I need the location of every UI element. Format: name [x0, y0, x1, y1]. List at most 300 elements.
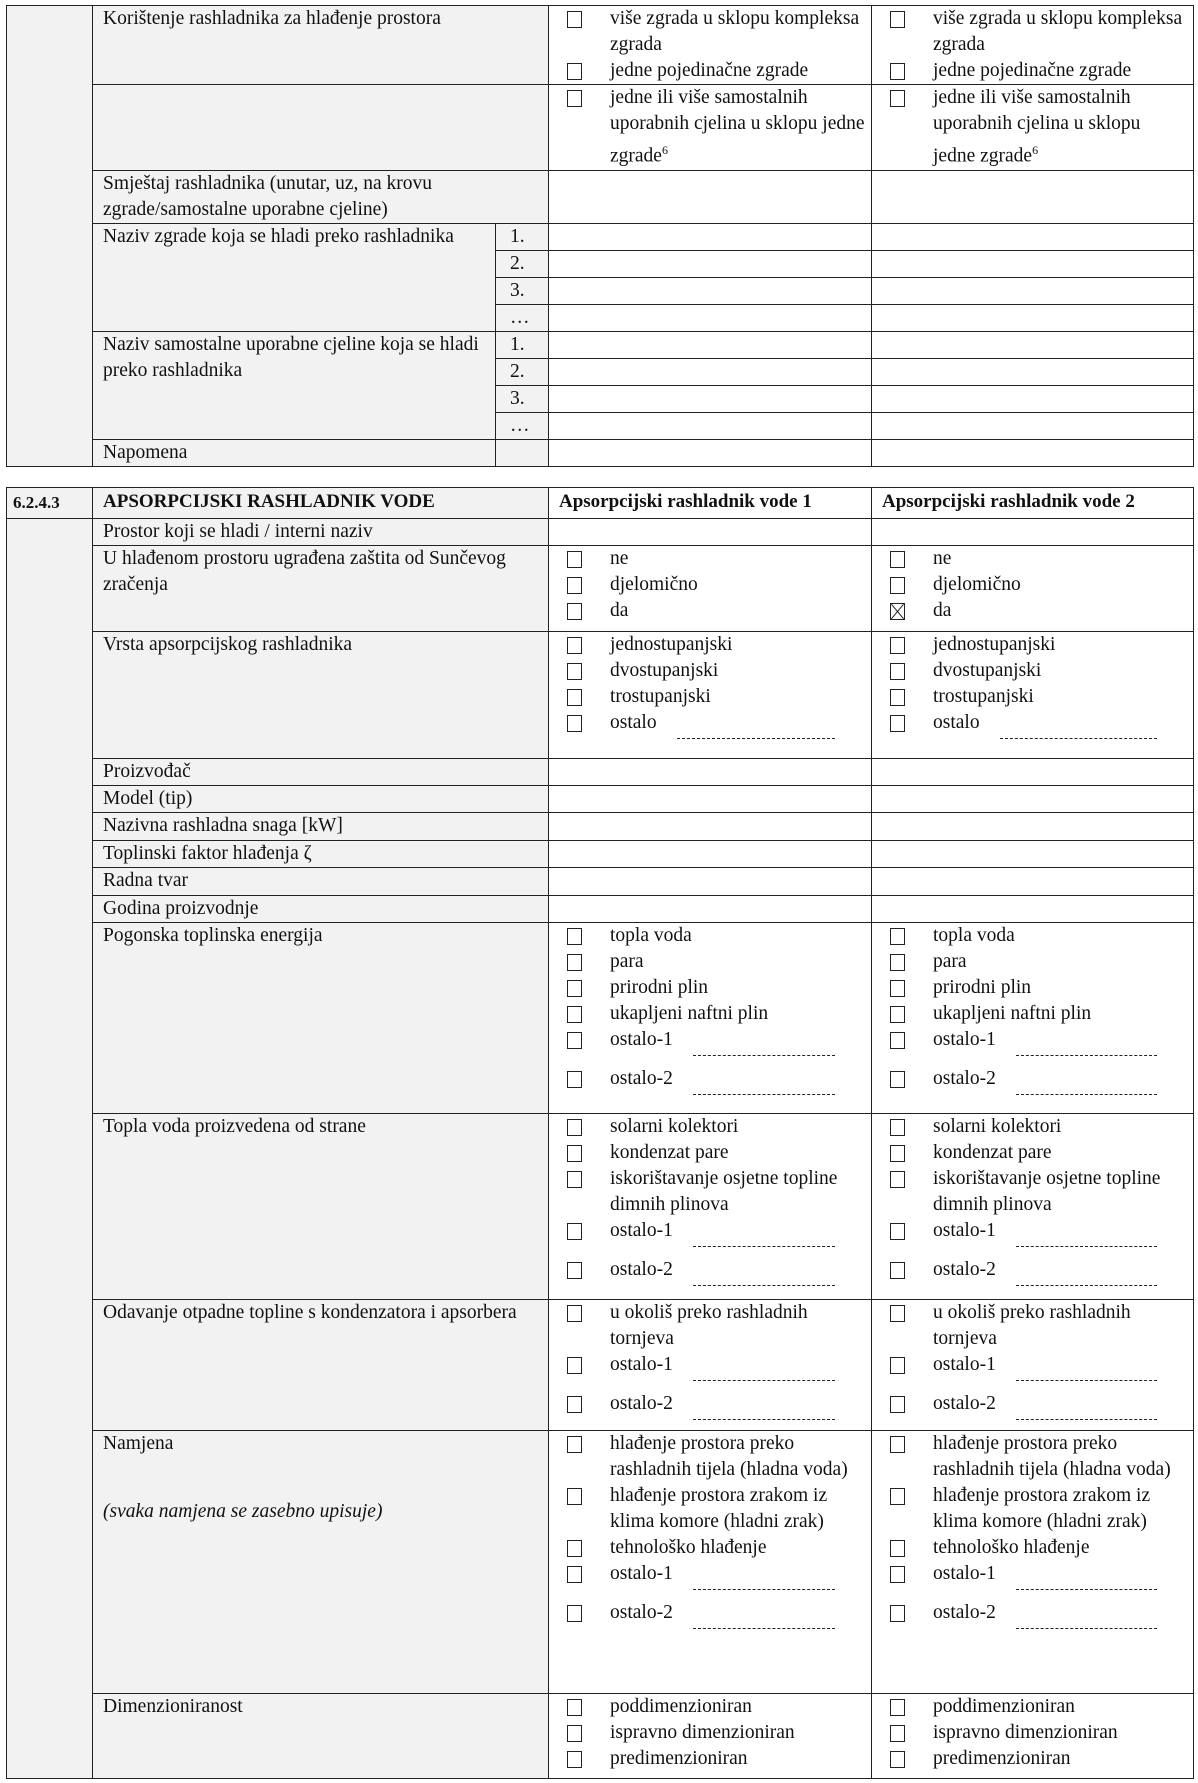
fill-in-line[interactable]: [1016, 1066, 1157, 1095]
fill-in-line[interactable]: [1016, 1257, 1157, 1286]
input-cell[interactable]: [549, 759, 872, 786]
checkbox-icon[interactable]: [890, 1540, 905, 1557]
input-cell[interactable]: [549, 170, 872, 223]
checkbox-option[interactable]: [559, 1431, 865, 1483]
row-label: Naziv samostalne uporabne cjeline koja se hladi preko rashladnika: [93, 331, 496, 439]
checkbox-icon[interactable]: [567, 1262, 582, 1279]
checkbox-option[interactable]: [559, 58, 865, 84]
input-cell[interactable]: [872, 896, 1194, 923]
input-cell[interactable]: [549, 304, 872, 331]
fill-in-line[interactable]: [1016, 1218, 1157, 1247]
checkbox-option[interactable]: [559, 1027, 865, 1056]
checkbox-icon[interactable]: [567, 637, 582, 654]
table-row: [7, 868, 1194, 896]
row-label-text: Topla voda proizvedena od strane: [103, 1116, 366, 1137]
checkbox-option[interactable]: [882, 1561, 1187, 1590]
fill-in-line[interactable]: [1016, 1391, 1157, 1420]
checkbox-option[interactable]: [882, 1027, 1187, 1056]
checkbox-icon[interactable]: [890, 1357, 905, 1374]
option-label: hlađenje prostora preko rashladnih tijela (hladna voda): [933, 1433, 1171, 1480]
option-label: dvostupanjski: [610, 660, 719, 681]
option-label: ostalo-2: [610, 1602, 673, 1623]
checkbox-icon[interactable]: [890, 1223, 905, 1240]
row-label: [93, 786, 549, 813]
option-wrap: [610, 85, 865, 170]
checkbox-option[interactable]: [559, 710, 865, 739]
option-label: više zgrada u sklopu kompleksa zgrada: [933, 8, 1183, 55]
checkbox-icon[interactable]: [567, 1171, 582, 1188]
option-label: ostalo-2: [933, 1068, 996, 1089]
checkbox-icon[interactable]: [890, 1032, 905, 1049]
checkbox-option[interactable]: [559, 1140, 865, 1166]
section-number: 6.2.4.3: [7, 488, 93, 519]
input-cell[interactable]: [872, 759, 1194, 786]
checkbox-icon[interactable]: [890, 689, 905, 706]
fill-in-line[interactable]: [693, 1257, 835, 1286]
table-row: [7, 923, 1194, 1114]
option-label: jednostupanjski: [933, 634, 1056, 655]
checkbox-icon[interactable]: [890, 1725, 905, 1742]
option-label: predimenzioniran: [933, 1748, 1071, 1769]
checkbox-icon[interactable]: [567, 1223, 582, 1240]
checkbox-option[interactable]: [882, 1140, 1187, 1166]
checkbox-icon[interactable]: [567, 90, 582, 107]
option-label: topla voda: [933, 925, 1015, 946]
checkbox-icon[interactable]: [567, 689, 582, 706]
checkbox-option[interactable]: [559, 1391, 865, 1420]
input-cell[interactable]: [872, 170, 1194, 223]
options-cell: [549, 85, 872, 171]
input-cell[interactable]: [549, 358, 872, 385]
checkbox-option[interactable]: [559, 546, 865, 572]
checkbox-icon[interactable]: [567, 928, 582, 945]
fill-in-line[interactable]: [1000, 710, 1157, 739]
checkbox-option[interactable]: [559, 923, 865, 949]
cooler-usage-table: [6, 5, 1194, 467]
checkbox-option[interactable]: [882, 85, 1187, 170]
checkbox-option[interactable]: [882, 598, 1187, 624]
checkbox-icon[interactable]: [567, 1605, 582, 1622]
checkbox-option[interactable]: [882, 1352, 1187, 1381]
checkbox-option[interactable]: [882, 632, 1187, 658]
table-row: [7, 546, 1194, 632]
checkbox-icon[interactable]: [567, 1305, 582, 1322]
table-row: [7, 1431, 1194, 1694]
checkbox-option[interactable]: [559, 1066, 865, 1095]
row-label: [93, 1114, 549, 1300]
spacer: [559, 1056, 865, 1066]
checkbox-option[interactable]: [882, 1600, 1187, 1629]
option-label: ostalo-1: [933, 1220, 996, 1241]
table-row: [7, 170, 1194, 223]
option-label: jedne pojedinačne zgrade: [610, 60, 809, 81]
row-label: [93, 1431, 549, 1694]
option-label: ostalo-1: [610, 1220, 673, 1241]
input-cell[interactable]: [872, 841, 1194, 868]
options-cell: [872, 1300, 1194, 1431]
table-row: [7, 1694, 1194, 1779]
checkbox-option[interactable]: [882, 1300, 1187, 1352]
option-label: ukapljeni naftni plin: [933, 1003, 1092, 1024]
input-cell[interactable]: [872, 250, 1194, 277]
checkbox-option[interactable]: [882, 1001, 1187, 1027]
checkbox-icon[interactable]: [890, 1305, 905, 1322]
fill-in-line[interactable]: [693, 1391, 835, 1420]
input-cell[interactable]: [549, 813, 872, 841]
option-label: prirodni plin: [610, 977, 709, 998]
input-cell[interactable]: [549, 412, 872, 439]
checkbox-icon[interactable]: [890, 551, 905, 568]
checkbox-option[interactable]: [882, 923, 1187, 949]
option-label: da: [610, 600, 629, 621]
checkbox-icon[interactable]: [890, 1119, 905, 1136]
input-cell[interactable]: [872, 412, 1194, 439]
row-index: 2.: [496, 358, 549, 385]
option-label: trostupanjski: [610, 686, 711, 707]
table-row: [7, 439, 1194, 466]
checkbox-option[interactable]: [559, 1600, 865, 1629]
checkbox-icon[interactable]: [890, 980, 905, 997]
checkbox-icon[interactable]: [890, 1566, 905, 1583]
fill-in-line[interactable]: [1016, 1561, 1157, 1590]
option-label: ostalo-1: [610, 1354, 673, 1375]
input-cell[interactable]: [549, 223, 872, 250]
checkbox-option[interactable]: [882, 1720, 1187, 1746]
option-label: ne: [933, 548, 952, 569]
checkbox-icon[interactable]: [567, 1488, 582, 1505]
input-cell[interactable]: [549, 331, 872, 358]
checkbox-option[interactable]: [882, 684, 1187, 710]
row-label: [93, 841, 549, 868]
checkbox-icon[interactable]: [567, 1751, 582, 1768]
checkbox-option[interactable]: [882, 1694, 1187, 1720]
absorption-chiller-table: [6, 487, 1194, 1779]
row-label-text: Nazivna rashladna snaga [kW]: [103, 815, 343, 836]
checkbox-option[interactable]: [882, 6, 1187, 58]
fill-in-line[interactable]: [1016, 1352, 1157, 1381]
checkbox-icon[interactable]: [890, 1699, 905, 1716]
checkbox-option[interactable]: [882, 1391, 1187, 1420]
checkbox-icon[interactable]: [890, 1488, 905, 1505]
option-label: ostalo-2: [933, 1393, 996, 1414]
checkbox-option[interactable]: [882, 1166, 1187, 1218]
input-cell[interactable]: [549, 385, 872, 412]
checkbox-icon[interactable]: [567, 1071, 582, 1088]
spacer: [882, 1590, 1187, 1600]
checkbox-icon[interactable]: [890, 1145, 905, 1162]
table-row: [7, 331, 1194, 358]
input-cell[interactable]: [549, 519, 872, 546]
fill-in-line[interactable]: [693, 1352, 835, 1381]
side-cell: [7, 519, 93, 1779]
checkbox-option[interactable]: [559, 6, 865, 58]
options-cell: [549, 6, 872, 85]
option-label: djelomično: [933, 574, 1021, 595]
checkbox-icon[interactable]: [890, 90, 905, 107]
checkbox-option[interactable]: [882, 1483, 1187, 1535]
checkbox-icon[interactable]: [890, 663, 905, 680]
checkbox-icon[interactable]: [567, 1436, 582, 1453]
table-row: [7, 519, 1194, 546]
checkbox-option[interactable]: [559, 1001, 865, 1027]
column-header-2: Apsorpcijski rashladnik vode 2: [872, 488, 1194, 519]
column-header-1: Apsorpcijski rashladnik vode 1: [549, 488, 872, 519]
checkbox-option[interactable]: [882, 546, 1187, 572]
input-cell[interactable]: [872, 786, 1194, 813]
checkbox-option[interactable]: [559, 85, 865, 170]
option-label: dvostupanjski: [933, 660, 1042, 681]
spacer: [882, 1381, 1187, 1391]
option-label: ostalo: [610, 712, 657, 733]
checkbox-option[interactable]: [882, 710, 1187, 739]
checkbox-icon[interactable]: [567, 603, 582, 620]
option-label: više zgrada u sklopu kompleksa zgrada: [610, 8, 860, 55]
checkbox-icon[interactable]: [567, 11, 582, 28]
checkbox-icon[interactable]: [567, 1357, 582, 1374]
input-cell[interactable]: [549, 868, 872, 896]
fill-in-line[interactable]: [1016, 1027, 1157, 1056]
option-label: ostalo-2: [610, 1259, 673, 1280]
checkbox-icon[interactable]: [890, 1171, 905, 1188]
table-row: [7, 6, 1194, 85]
spacer: [559, 1381, 865, 1391]
options-cell: [549, 1431, 872, 1694]
row-index: 1.: [496, 223, 549, 250]
checkbox-icon[interactable]: [567, 1032, 582, 1049]
checkbox-option[interactable]: [559, 1300, 865, 1352]
input-cell[interactable]: [872, 439, 1194, 466]
spacer: [559, 1247, 865, 1257]
input-cell[interactable]: [549, 439, 872, 466]
checkbox-option[interactable]: [559, 632, 865, 658]
row-note: (svaka namjena se zasebno upisuje): [103, 1501, 383, 1522]
option-label: prirodni plin: [933, 977, 1032, 998]
checkbox-option[interactable]: [559, 1114, 865, 1140]
checkbox-icon[interactable]: [890, 1262, 905, 1279]
checked-box-icon[interactable]: [890, 603, 905, 620]
checkbox-option[interactable]: [559, 1535, 865, 1561]
checkbox-icon[interactable]: [890, 1396, 905, 1413]
option-label: da: [933, 600, 952, 621]
checkbox-option[interactable]: [559, 1483, 865, 1535]
checkbox-icon[interactable]: [567, 1725, 582, 1742]
option-label: jedne ili više samostalnih uporabnih cjelina u sklopu jedne zgrade: [933, 87, 1141, 167]
checkbox-option[interactable]: [882, 1257, 1187, 1286]
checkbox-option[interactable]: [559, 1166, 865, 1218]
fill-in-line[interactable]: [693, 1066, 835, 1095]
table-row: [7, 896, 1194, 923]
checkbox-option[interactable]: [882, 1746, 1187, 1772]
row-index: 3.: [496, 277, 549, 304]
row-label: [93, 85, 549, 171]
checkbox-option[interactable]: [559, 1746, 865, 1772]
checkbox-icon[interactable]: [890, 577, 905, 594]
fill-in-line[interactable]: [693, 1600, 835, 1629]
option-label: topla voda: [610, 925, 692, 946]
input-cell[interactable]: [549, 277, 872, 304]
table-row: [7, 632, 1194, 759]
fill-in-line[interactable]: [693, 1027, 835, 1056]
checkbox-option[interactable]: [559, 658, 865, 684]
option-label: solarni kolektori: [933, 1116, 1062, 1137]
option-label: ostalo-1: [933, 1354, 996, 1375]
checkbox-option[interactable]: [882, 1535, 1187, 1561]
footnote-ref: 6: [661, 143, 668, 157]
input-cell[interactable]: [872, 331, 1194, 358]
option-label: ostalo-1: [933, 1029, 996, 1050]
checkbox-icon[interactable]: [567, 1540, 582, 1557]
option-label: ispravno dimenzioniran: [933, 1722, 1118, 1743]
options-cell: [872, 923, 1194, 1114]
options-cell: [872, 1694, 1194, 1779]
option-label: kondenzat pare: [933, 1142, 1052, 1163]
checkbox-option[interactable]: [882, 1431, 1187, 1483]
checkbox-icon[interactable]: [567, 1145, 582, 1162]
checkbox-option[interactable]: [559, 975, 865, 1001]
checkbox-option[interactable]: [559, 949, 865, 975]
options-cell: [549, 632, 872, 759]
option-label: solarni kolektori: [610, 1116, 739, 1137]
option-label: ostalo-1: [610, 1029, 673, 1050]
row-label: [93, 923, 549, 1114]
fill-in-line[interactable]: [1016, 1600, 1157, 1629]
checkbox-option[interactable]: [559, 1257, 865, 1286]
input-cell[interactable]: [872, 385, 1194, 412]
checkbox-icon[interactable]: [890, 928, 905, 945]
checkbox-icon[interactable]: [890, 637, 905, 654]
table-row: [7, 85, 1194, 171]
option-label: para: [610, 951, 644, 972]
table-row: [7, 223, 1194, 250]
row-label-text: Odavanje otpadne topline s kondenzatora i apsorbera: [103, 1302, 517, 1323]
input-cell[interactable]: [872, 277, 1194, 304]
checkbox-icon[interactable]: [567, 1006, 582, 1023]
option-label: tehnološko hlađenje: [933, 1537, 1090, 1558]
checkbox-icon[interactable]: [567, 1396, 582, 1413]
footnote-ref: 6: [1032, 143, 1039, 157]
checkbox-option[interactable]: [882, 1066, 1187, 1095]
row-label: Napomena: [93, 439, 496, 466]
input-cell[interactable]: [549, 250, 872, 277]
checkbox-icon[interactable]: [890, 11, 905, 28]
checkbox-icon[interactable]: [890, 1605, 905, 1622]
option-label: iskorištavanje osjetne topline dimnih plinova: [933, 1168, 1161, 1215]
input-cell[interactable]: [872, 519, 1194, 546]
section-title: APSORPCIJSKI RASHLADNIK VODE: [93, 488, 549, 519]
input-cell[interactable]: [549, 896, 872, 923]
checkbox-option[interactable]: [882, 1218, 1187, 1247]
checkbox-icon[interactable]: [890, 1071, 905, 1088]
option-label: hlađenje prostora zrakom iz klima komore (hladni zrak): [610, 1485, 828, 1532]
option-label: ne: [610, 548, 629, 569]
checkbox-option[interactable]: [559, 572, 865, 598]
option-label: djelomično: [610, 574, 698, 595]
checkbox-option[interactable]: [882, 58, 1187, 84]
option-label: ostalo-2: [933, 1259, 996, 1280]
input-cell[interactable]: [872, 304, 1194, 331]
checkbox-option[interactable]: [559, 1720, 865, 1746]
row-label: [93, 868, 549, 896]
checkbox-icon[interactable]: [567, 63, 582, 80]
checkbox-icon[interactable]: [567, 551, 582, 568]
checkbox-option[interactable]: [559, 1561, 865, 1590]
checkbox-icon[interactable]: [890, 1436, 905, 1453]
checkbox-option[interactable]: [882, 572, 1187, 598]
checkbox-option[interactable]: [882, 975, 1187, 1001]
checkbox-icon[interactable]: [567, 1566, 582, 1583]
fill-in-line[interactable]: [677, 710, 835, 739]
checkbox-option[interactable]: [559, 598, 865, 624]
option-label: ostalo-2: [610, 1068, 673, 1089]
checkbox-icon[interactable]: [567, 663, 582, 680]
row-label-text: Toplinski faktor hlađenja ζ: [103, 843, 312, 864]
checkbox-icon[interactable]: [890, 63, 905, 80]
row-label-text: Dimenzioniranost: [103, 1696, 243, 1717]
row-label: [93, 759, 549, 786]
checkbox-option[interactable]: [882, 1114, 1187, 1140]
row-label-text: Prostor koji se hladi / interni naziv: [103, 521, 373, 542]
row-label: Smještaj rashladnika (unutar, uz, na krovu zgrade/samostalne uporabne cjeline): [93, 170, 549, 223]
checkbox-icon[interactable]: [890, 954, 905, 971]
spacer: [882, 1056, 1187, 1066]
checkbox-option[interactable]: [882, 949, 1187, 975]
checkbox-icon[interactable]: [890, 1751, 905, 1768]
checkbox-icon[interactable]: [567, 715, 582, 732]
checkbox-icon[interactable]: [567, 1119, 582, 1136]
options-cell: [549, 1300, 872, 1431]
checkbox-icon[interactable]: [567, 1699, 582, 1716]
checkbox-option[interactable]: [882, 658, 1187, 684]
fill-in-line[interactable]: [693, 1561, 835, 1590]
options-cell: [872, 1114, 1194, 1300]
table-row: [7, 759, 1194, 786]
checkbox-icon[interactable]: [567, 980, 582, 997]
options-cell: [872, 85, 1194, 171]
spacer: [559, 1590, 865, 1600]
table-row: [7, 813, 1194, 841]
option-label: jednostupanjski: [610, 634, 733, 655]
checkbox-option[interactable]: [559, 1694, 865, 1720]
option-label: jedne ili više samostalnih uporabnih cjelina u sklopu jedne zgrade: [610, 87, 865, 167]
checkbox-option[interactable]: [559, 1352, 865, 1381]
row-index: …: [496, 304, 549, 331]
checkbox-option[interactable]: [559, 684, 865, 710]
options-cell: [549, 1114, 872, 1300]
input-cell[interactable]: [872, 868, 1194, 896]
row-label: [93, 896, 549, 923]
row-label-text: Model (tip): [103, 788, 193, 809]
input-cell[interactable]: [872, 223, 1194, 250]
row-label: Korištenje rashladnika za hlađenje prostora: [93, 6, 549, 85]
input-cell[interactable]: [549, 786, 872, 813]
row-label: [93, 813, 549, 841]
option-label: jedne pojedinačne zgrade: [933, 60, 1132, 81]
checkbox-option[interactable]: [559, 1218, 865, 1247]
input-cell[interactable]: [872, 813, 1194, 841]
row-index: 2.: [496, 250, 549, 277]
input-cell[interactable]: [549, 841, 872, 868]
options-cell: [872, 546, 1194, 632]
input-cell[interactable]: [872, 358, 1194, 385]
checkbox-icon[interactable]: [567, 954, 582, 971]
option-label: hlađenje prostora zrakom iz klima komore (hladni zrak): [933, 1485, 1151, 1532]
row-label: [93, 519, 549, 546]
checkbox-icon[interactable]: [567, 577, 582, 594]
options-cell: [872, 1431, 1194, 1694]
checkbox-icon[interactable]: [890, 715, 905, 732]
fill-in-line[interactable]: [693, 1218, 835, 1247]
checkbox-icon[interactable]: [890, 1006, 905, 1023]
